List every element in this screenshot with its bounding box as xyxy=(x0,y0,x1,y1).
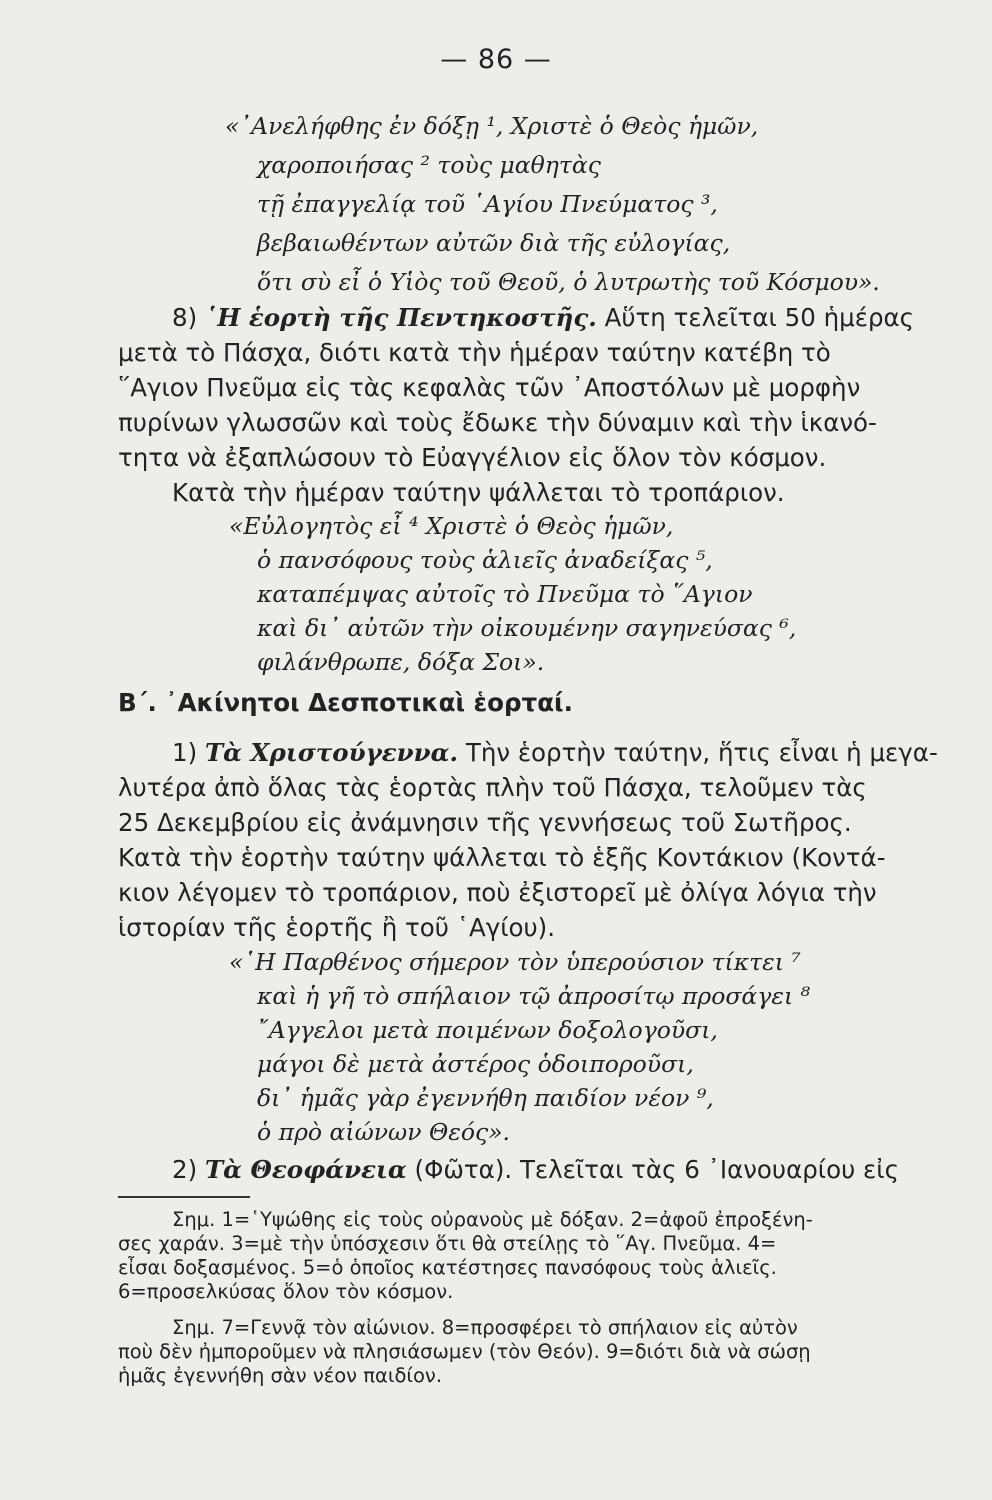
verse-line: δι᾿ ἡμᾶς γὰρ ἐγεννήθη παιδίον νέον ⁹, xyxy=(257,1084,714,1112)
verse-line: «Εὐλογητὸς εἶ ⁴ Χριστὲ ὁ Θεὸς ἡμῶν, xyxy=(229,512,674,540)
verse-line: καὶ ἡ γῆ τὸ σπήλαιον τῷ ἀπροσίτῳ προσάγει ⁸ xyxy=(257,982,811,1010)
paragraph-line: πυρίνων γλωσσῶν καὶ τοὺς ἔδωκε τὴν δύναμιν καὶ τὴν ἱκανό- xyxy=(118,408,877,437)
footnote-line: ποὺ δὲν ἠμποροῦμεν νὰ πλησιάσωμεν (τὸν Θεόν). 9=διότι διὰ νὰ σώσῃ xyxy=(118,1340,811,1363)
paragraph-christmas xyxy=(118,735,940,945)
paragraph-text: (Φῶτα). Τελεῖται τὰς 6 ᾿Ιανουαρίου εἰς xyxy=(406,1155,899,1184)
paragraph-line: Κατὰ τὴν ἑορτὴν ταύτην ψάλλεται τὸ ἑξῆς Κοντάκιον (Κοντά- xyxy=(118,843,886,872)
feast-title: ῾Η ἑορτὴ τῆς Πεντηκοστῆς. xyxy=(204,303,597,332)
paragraph-first-line xyxy=(118,735,940,770)
item-number: 1) xyxy=(172,738,205,767)
verse-line: ὁ πανσόφους τοὺς ἁλιεῖς ἀναδείξας ⁵, xyxy=(257,546,713,574)
verse-line: «῾Η Παρθένος σήμερον τὸν ὑπερούσιον τίκτει ⁷ xyxy=(229,948,801,976)
verse-line: ῎Αγγελοι μετὰ ποιμένων δοξολογοῦσι, xyxy=(257,1016,718,1044)
paragraph-theophany xyxy=(118,1152,940,1187)
footnote-line: σες χαράν. 3=μὲ τὴν ὑπόσχεσιν ὅτι θὰ στείλῃς τὸ ῞Αγ. Πνεῦμα. 4= xyxy=(118,1232,777,1255)
verse-line: χαροποιήσας ² τοὺς μαθητὰς xyxy=(257,151,601,179)
verse-line: καὶ δι᾿ αὐτῶν τὴν οἰκουμένην σαγηνεύσας ⁶, xyxy=(257,614,797,642)
paragraph-first-line xyxy=(118,300,940,335)
section-heading: Β΄. ᾿Ακίνητοι Δεσποτικαὶ ἑορταί. xyxy=(118,688,573,717)
paragraph-line: τητα νὰ ἐξαπλώσουν τὸ Εὐαγγέλιον εἰς ὅλον τὸν κόσμον. xyxy=(118,443,827,472)
footnote-line: Σημ. 1=῾Υψώθης εἰς τοὺς οὐρανοὺς μὲ δόξαν. 2=ἀφοῦ ἐπροξένη- xyxy=(172,1208,813,1231)
verse-line: μάγοι δὲ μετὰ ἀστέρος ὁδοιποροῦσι, xyxy=(257,1050,694,1078)
footnote-line: Σημ. 7=Γεννᾷ τὸν αἰώνιον. 8=προσφέρει τὸ σπήλαιον εἰς αὐτὸν xyxy=(172,1316,798,1339)
verse-line: βεβαιωθέντων αὐτῶν διὰ τῆς εὐλογίας, xyxy=(257,229,731,257)
paragraph-line: ῞Αγιον Πνεῦμα εἰς τὰς κεφαλὰς τῶν ᾿Αποστόλων μὲ μορφὴν xyxy=(118,373,861,402)
footnotes-block-1 xyxy=(118,1208,940,1304)
paragraph-line: μετὰ τὸ Πάσχα, διότι κατὰ τὴν ἡμέραν ταύτην κατέβη τὸ xyxy=(118,338,831,367)
footnotes-block-2 xyxy=(118,1316,940,1388)
verse-line: ὁ πρὸ αἰώνων Θεός». xyxy=(257,1118,510,1146)
feast-title: Τὰ Θεοφάνεια xyxy=(204,1155,407,1184)
paragraph-line: 25 Δεκεμβρίου εἰς ἀνάμνησιν τῆς γεννήσεως τοῦ Σωτῆρος. xyxy=(118,808,852,837)
paragraph-pentecost xyxy=(118,300,940,510)
footnote-divider xyxy=(118,1196,250,1198)
item-number: 2) xyxy=(172,1155,205,1184)
paragraph-line: λυτέρα ἀπὸ ὅλας τὰς ἑορτὰς πλὴν τοῦ Πάσχα, τελοῦμεν τὰς xyxy=(118,773,867,802)
footnote-line: εἶσαι δοξασμένος. 5=ὁ ὁποῖος κατέστησες πανσόφους τοὺς ἁλιεῖς. xyxy=(118,1256,777,1279)
page-number: — 86 — xyxy=(440,44,552,75)
footnote-line: ἡμᾶς ἐγεννήθη σὰν νέον παιδίον. xyxy=(118,1364,443,1387)
item-number: 8) xyxy=(172,303,205,332)
paragraph-line: ἱστορίαν τῆς ἑορτῆς ἢ τοῦ ῾Αγίου). xyxy=(118,913,556,942)
paragraph-line: κιον λέγομεν τὸ τροπάριον, ποὺ ἐξιστορεῖ μὲ ὀλίγα λόγια τὴν xyxy=(118,878,877,907)
paragraph-text: Τὴν ἑορτὴν ταύτην, ἥτις εἶναι ἡ μεγα- xyxy=(458,738,938,767)
paragraph-first-line xyxy=(118,1152,940,1187)
verse-line: ὅτι σὺ εἶ ὁ Υἱὸς τοῦ Θεοῦ, ὁ λυτρωτὴς τοῦ Κόσμου». xyxy=(257,268,880,296)
paragraph-line: Κατὰ τὴν ἡμέραν ταύτην ψάλλεται τὸ τροπάριον. xyxy=(172,478,785,507)
verse-line: καταπέμψας αὐτοῖς τὸ Πνεῦμα τὸ ῞Αγιον xyxy=(257,580,753,608)
footnote-line: 6=προσελκύσας ὅλον τὸν κόσμον. xyxy=(118,1280,454,1303)
feast-title: Τὰ Χριστούγεννα. xyxy=(204,738,459,767)
verse-line: τῇ ἐπαγγελίᾳ τοῦ ῾Αγίου Πνεύματος ³, xyxy=(257,190,718,218)
paragraph-text: Αὕτη τελεῖται 50 ἡμέρας xyxy=(596,303,915,332)
verse-line: «᾿Ανελήφθης ἐν δόξῃ ¹, Χριστὲ ὁ Θεὸς ἡμῶν, xyxy=(225,112,759,140)
verse-line: φιλάνθρωπε, δόξα Σοι». xyxy=(257,648,545,676)
